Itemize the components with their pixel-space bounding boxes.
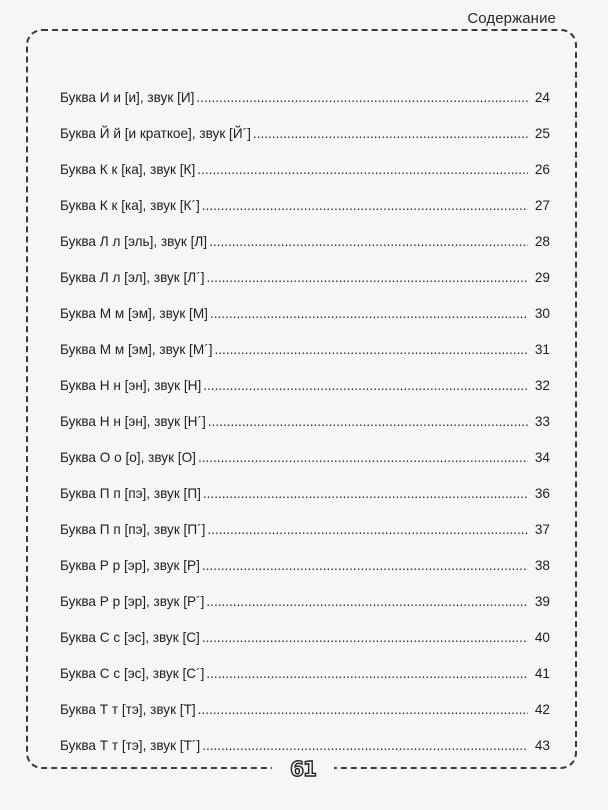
toc-entry[interactable] bbox=[60, 106, 550, 142]
toc-leader-dots bbox=[210, 306, 528, 322]
toc-leader-dots bbox=[202, 630, 528, 646]
toc-entry-page: 25 bbox=[534, 126, 550, 141]
toc-entry-label: Буква К к [ка], звук [К] bbox=[60, 162, 196, 177]
toc-entry-label: Буква П п [пэ], звук [П] bbox=[60, 486, 201, 501]
toc-entry-page: 27 bbox=[534, 198, 550, 213]
toc-entry-label: Буква М м [эм], звук [М´] bbox=[60, 342, 213, 357]
toc-entry[interactable] bbox=[60, 322, 550, 358]
toc-leader-dots bbox=[202, 738, 528, 754]
toc-entry[interactable] bbox=[60, 682, 550, 718]
toc-entry-page: 39 bbox=[534, 594, 550, 609]
toc-leader-dots bbox=[207, 270, 528, 286]
toc-entry[interactable] bbox=[60, 178, 550, 214]
toc-entry-label: Буква Т т [тэ], звук [Т´] bbox=[60, 738, 201, 753]
toc-leader-dots bbox=[206, 666, 528, 682]
toc-entry-label: Буква П п [пэ], звук [П´] bbox=[60, 522, 206, 537]
toc-leader-dots bbox=[196, 90, 528, 106]
toc-entry-label: Буква К к [ка], звук [К´] bbox=[60, 198, 200, 213]
toc-entry[interactable] bbox=[60, 286, 550, 322]
toc-entry-label: Буква И и [и], звук [И] bbox=[60, 90, 195, 105]
toc-entry-page: 41 bbox=[534, 666, 550, 681]
toc-entry-page: 38 bbox=[534, 558, 550, 573]
toc-leader-dots bbox=[209, 234, 528, 250]
toc-leader-dots bbox=[198, 450, 528, 466]
toc-entry-label: Буква О о [о], звук [О] bbox=[60, 450, 196, 465]
page-number-container bbox=[272, 756, 334, 782]
toc-leader-dots bbox=[198, 702, 528, 718]
toc-entry-page: 34 bbox=[534, 450, 550, 465]
toc-entry[interactable] bbox=[60, 610, 550, 646]
toc-entry-label: Буква Н н [эн], звук [Н] bbox=[60, 378, 202, 393]
toc-entry-label: Буква Л л [эл], звук [Л´] bbox=[60, 270, 205, 285]
toc-entry-page: 29 bbox=[534, 270, 550, 285]
toc-entry-page: 31 bbox=[534, 342, 550, 357]
toc-entry-page: 37 bbox=[534, 522, 550, 537]
toc-entry-page: 26 bbox=[534, 162, 550, 177]
toc-leader-dots bbox=[202, 198, 528, 214]
table-of-contents bbox=[60, 70, 550, 754]
toc-entry[interactable] bbox=[60, 70, 550, 106]
toc-entry[interactable] bbox=[60, 142, 550, 178]
toc-leader-dots bbox=[208, 414, 528, 430]
toc-entry-label: Буква Р р [эр], звук [Р´] bbox=[60, 594, 205, 609]
toc-leader-dots bbox=[197, 162, 528, 178]
toc-entry[interactable] bbox=[60, 466, 550, 502]
toc-leader-dots bbox=[253, 126, 528, 142]
toc-entry[interactable] bbox=[60, 718, 550, 754]
toc-leader-dots bbox=[207, 522, 528, 538]
toc-entry-label: Буква С с [эс], звук [С´] bbox=[60, 666, 205, 681]
toc-entry[interactable] bbox=[60, 574, 550, 610]
toc-entry[interactable] bbox=[60, 538, 550, 574]
toc-entry-page: 42 bbox=[534, 702, 550, 717]
toc-leader-dots bbox=[203, 486, 528, 502]
toc-entry[interactable] bbox=[60, 430, 550, 466]
toc-entry[interactable] bbox=[60, 646, 550, 682]
toc-entry-label: Буква Н н [эн], звук [Н´] bbox=[60, 414, 206, 429]
toc-entry-page: 33 bbox=[534, 414, 550, 429]
toc-entry-page: 36 bbox=[534, 486, 550, 501]
toc-entry-label: Буква М м [эм], звук [М] bbox=[60, 306, 208, 321]
toc-entry-page: 43 bbox=[534, 738, 550, 753]
toc-entry-label: Буква Й й [и краткое], звук [Й´] bbox=[60, 126, 251, 141]
section-title: Содержание bbox=[467, 10, 556, 27]
toc-entry-label: Буква Р р [эр], звук [Р] bbox=[60, 558, 200, 573]
toc-entry-page: 40 bbox=[534, 630, 550, 645]
toc-entry[interactable] bbox=[60, 214, 550, 250]
toc-leader-dots bbox=[206, 594, 528, 610]
toc-entry-label: Буква С с [эс], звук [С] bbox=[60, 630, 200, 645]
toc-leader-dots bbox=[202, 558, 528, 574]
page-number: 61 bbox=[290, 757, 316, 781]
toc-entry-label: Буква Т т [тэ], звук [Т] bbox=[60, 702, 196, 717]
toc-entry[interactable] bbox=[60, 394, 550, 430]
toc-entry-label: Буква Л л [эль], звук [Л] bbox=[60, 234, 208, 249]
toc-entry[interactable] bbox=[60, 358, 550, 394]
toc-entry[interactable] bbox=[60, 250, 550, 286]
toc-entry-page: 32 bbox=[534, 378, 550, 393]
toc-entry-page: 30 bbox=[534, 306, 550, 321]
toc-leader-dots bbox=[203, 378, 528, 394]
toc-leader-dots bbox=[214, 342, 528, 358]
toc-entry-page: 24 bbox=[534, 90, 550, 105]
toc-entry[interactable] bbox=[60, 502, 550, 538]
toc-entry-page: 28 bbox=[534, 234, 550, 249]
